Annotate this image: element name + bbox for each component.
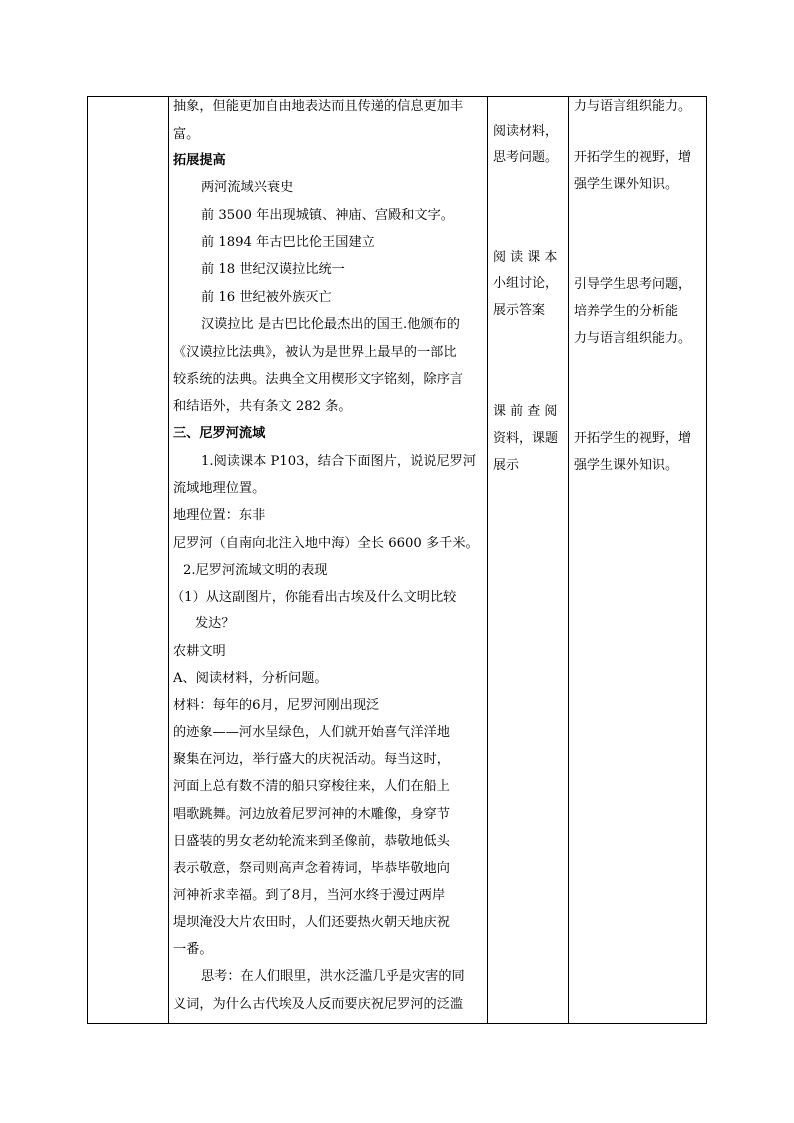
activity-line: 小组讨论， <box>493 276 559 291</box>
text-line: 材料：每年的6月，尼罗河刚出现泛 <box>173 698 380 713</box>
section-heading: 三、尼罗河流域 <box>173 426 266 441</box>
text-line: 前 1894 年古巴比伦王国建立 <box>201 235 375 250</box>
intent-line: 强学生课外知识。 <box>574 458 679 473</box>
text-line: 堤坝淹没大片农田时，人们还要热火朝天地庆祝 <box>173 915 450 930</box>
text-line: 抽象，但能更加自由地表达而且传递的信息更加丰 <box>173 99 464 114</box>
activity-line: 思考问题。 <box>493 150 559 165</box>
text-line: 前 18 世纪汉谟拉比统一 <box>201 262 345 277</box>
text-line: 前 3500 年出现城镇、神庙、宫殿和文字。 <box>201 208 454 223</box>
text-line: 2.尼罗河流域文明的表现 <box>183 563 328 578</box>
activity-line: 阅 读 课 本 <box>493 250 558 265</box>
text-line: 发达？ <box>195 616 235 631</box>
text-line: 和结语外，共有条文 282 条。 <box>173 399 352 414</box>
text-line: （1）从这副图片，你能看出古埃及什么文明比较 <box>171 590 457 605</box>
activity-line: 资料，课题 <box>493 431 559 446</box>
activity-line: 展示答案 <box>493 303 546 318</box>
text-line: 两河流域兴衰史 <box>201 180 294 195</box>
student-activity-column <box>488 97 568 1023</box>
intent-line: 开拓学生的视野，增 <box>574 150 692 165</box>
teaching-content-column <box>169 97 487 1023</box>
text-line: 的迹象——河水呈绿色，人们就开始喜气洋洋地 <box>173 725 450 740</box>
text-line: 较系统的法典。法典全文用楔形文字铭刻，除序言 <box>173 372 464 387</box>
intent-line: 强学生课外知识。 <box>574 177 679 192</box>
text-line: 思考：在人们眼里，洪水泛滥几乎是灾害的同 <box>201 969 465 984</box>
text-line: 日盛装的男女老幼轮流来到圣像前，恭敬地低头 <box>173 834 450 849</box>
lesson-plan-table <box>87 96 707 1024</box>
text-line: 1.阅读课本 P103，结合下面图片，说说尼罗河 <box>201 454 477 469</box>
text-line: A、阅读材料，分析问题。 <box>173 671 328 686</box>
text-line: 富。 <box>173 127 200 142</box>
text-line: 义词，为什么古代埃及人反而要庆祝尼罗河的泛滥 <box>173 997 464 1012</box>
text-line: 表示敬意，祭司则高声念着祷词，毕恭毕敬地向 <box>173 861 450 876</box>
text-line: 流域地理位置。 <box>173 481 266 496</box>
design-intent-column <box>569 97 707 1023</box>
text-line: 地理位置：东非 <box>173 508 266 523</box>
text-line: 前 16 世纪被外族灭亡 <box>201 290 332 305</box>
text-line: 农耕文明 <box>173 644 226 659</box>
text-line: 聚集在河边，举行盛大的庆祝活动。每当这时， <box>173 752 450 767</box>
intent-line: 引导学生思考问题， <box>574 277 692 292</box>
activity-line: 阅读材料， <box>493 124 559 139</box>
text-line: 河面上总有数不清的船只穿梭往来，人们在船上 <box>173 779 450 794</box>
text-line: 唱歌跳舞。河边放着尼罗河神的木雕像，身穿节 <box>173 807 450 822</box>
section-heading: 拓展提高 <box>173 153 226 168</box>
intent-line: 力与语言组织能力。 <box>574 331 692 346</box>
text-line: 汉谟拉比 是古巴比伦最杰出的国王.他颁布的 <box>201 317 460 332</box>
intent-line: 开拓学生的视野，增 <box>574 431 692 446</box>
activity-line: 展示 <box>493 458 520 473</box>
text-line: 尼罗河（自南向北注入地中海）全长 6600 多千米。 <box>173 536 479 551</box>
text-line: 河神祈求幸福。到了8月，当河水终于漫过两岸 <box>173 888 446 903</box>
activity-line: 课 前 查 阅 <box>493 404 558 419</box>
intent-line: 培养学生的分析能 <box>574 304 679 319</box>
intent-line: 力与语言组织能力。 <box>574 99 692 114</box>
text-line: 一番。 <box>173 942 213 957</box>
text-line: 《汉谟拉比法典》，被认为是世界上最早的一部比 <box>173 345 457 360</box>
